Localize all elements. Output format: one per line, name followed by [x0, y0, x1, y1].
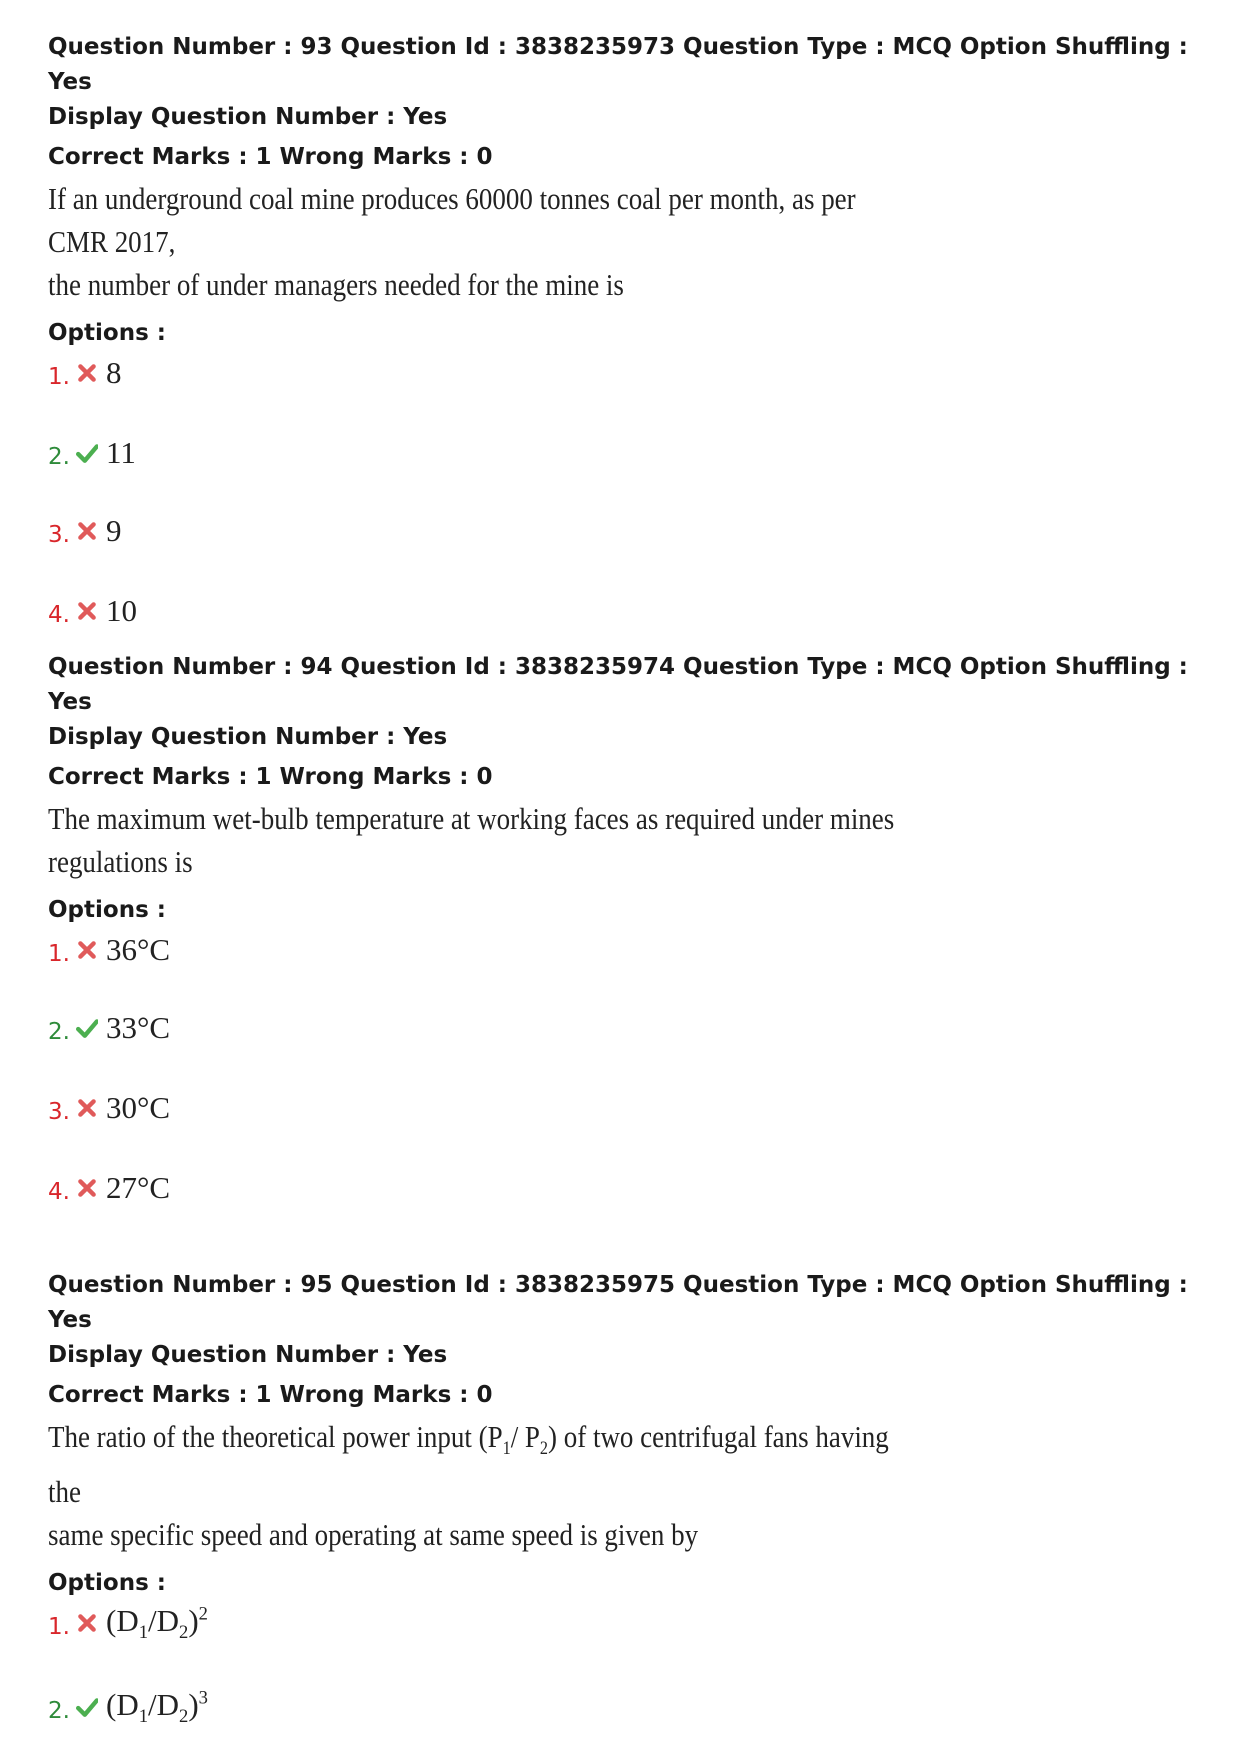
cross-icon [76, 939, 98, 961]
subscript: 1 [502, 1438, 511, 1460]
check-icon [76, 442, 98, 464]
exponent: 3 [198, 1687, 208, 1709]
formula-part: /D [148, 1602, 180, 1638]
option-3 [48, 1086, 170, 1130]
option-1 [48, 928, 170, 972]
option-value: 9 [106, 513, 122, 548]
option-number: 1. [48, 1614, 70, 1641]
option-number: 2. [48, 1698, 70, 1725]
formula-part: (D [106, 1686, 139, 1722]
question-header: Question Number : 93 Question Id : 3838235973 Question Type : MCQ Option Shuffling : Yes [48, 34, 1188, 95]
display-question-number: Display Question Number : Yes [48, 104, 448, 130]
cross-icon [76, 1177, 98, 1199]
cross-icon [76, 1097, 98, 1119]
option-4 [48, 1166, 170, 1210]
subscript: 2 [179, 1705, 189, 1727]
option-number: 1. [48, 364, 70, 390]
marks-line: Correct Marks : 1 Wrong Marks : 0 [48, 144, 493, 170]
marks-line: Correct Marks : 1 Wrong Marks : 0 [48, 764, 493, 790]
exponent: 2 [198, 1603, 208, 1625]
option-number: 4. [48, 1179, 70, 1205]
option-value [106, 1687, 208, 1728]
option-number: 3. [48, 1099, 70, 1125]
option-number: 3. [48, 522, 70, 548]
stem-line: the number of under managers needed for the mine is [48, 267, 624, 302]
option-4 [48, 589, 137, 633]
stem-text: / P [510, 1419, 540, 1454]
subscript: 1 [138, 1705, 149, 1727]
option-value: 27°C [106, 1170, 171, 1205]
stem-text: ) of two centrifugal fans having the [48, 1419, 889, 1510]
option-number: 2. [48, 444, 70, 470]
options-label: Options : [48, 1570, 166, 1597]
marks-line: Correct Marks : 1 Wrong Marks : 0 [48, 1382, 493, 1408]
options-label: Options : [48, 320, 166, 346]
cross-icon [76, 362, 98, 384]
question-header: Question Number : 95 Question Id : 3838235975 Question Type : MCQ Option Shuffling : Yes [48, 1272, 1188, 1333]
formula-part: ) [188, 1602, 199, 1638]
option-2 [48, 431, 136, 475]
option-number: 4. [48, 602, 70, 628]
options-list [48, 928, 1198, 1228]
option-value: 8 [106, 355, 122, 390]
option-value: 30°C [106, 1090, 171, 1125]
check-icon [76, 1017, 98, 1039]
option-value [106, 1603, 208, 1644]
option-2 [48, 1006, 170, 1050]
subscript: 1 [138, 1621, 149, 1643]
stem-line [48, 1415, 918, 1513]
option-1 [48, 1601, 208, 1645]
options-list [48, 1601, 1198, 1741]
formula-part: ) [188, 1686, 199, 1722]
option-number: 1. [48, 941, 70, 967]
option-value: 36°C [106, 932, 171, 967]
question-stem [48, 177, 918, 306]
subscript: 2 [179, 1621, 189, 1643]
option-number: 2. [48, 1019, 70, 1045]
cross-icon [76, 1612, 98, 1634]
stem-line: The maximum wet-bulb temperature at working faces as required under mines [48, 801, 895, 836]
option-value: 33°C [106, 1010, 171, 1045]
check-icon [76, 1696, 98, 1718]
stem-line: same specific speed and operating at same speed is given by [48, 1517, 699, 1553]
question-stem [48, 797, 918, 883]
option-value: 10 [106, 593, 137, 628]
option-2 [48, 1685, 208, 1729]
stem-text: The ratio of the theoretical power input (P [48, 1419, 503, 1454]
question-93 [48, 30, 1198, 651]
question-header: Question Number : 94 Question Id : 3838235974 Question Type : MCQ Option Shuffling : Yes [48, 654, 1188, 715]
stem-line: If an underground coal mine produces 60000 tonnes coal per month, as per CMR 2017, [48, 181, 856, 259]
cross-icon [76, 520, 98, 542]
display-question-number: Display Question Number : Yes [48, 724, 448, 750]
formula-part: /D [148, 1686, 180, 1722]
options-list [48, 351, 1198, 651]
options-label: Options : [48, 897, 166, 923]
question-stem [48, 1415, 918, 1556]
stem-line: regulations is [48, 844, 193, 879]
option-3 [48, 509, 122, 553]
question-95 [48, 1268, 1198, 1741]
question-94 [48, 650, 1198, 1228]
subscript: 2 [539, 1438, 549, 1460]
cross-icon [76, 600, 98, 622]
display-question-number: Display Question Number : Yes [48, 1342, 448, 1368]
option-value: 11 [106, 435, 136, 470]
formula-part: (D [106, 1602, 139, 1638]
option-1 [48, 351, 122, 395]
